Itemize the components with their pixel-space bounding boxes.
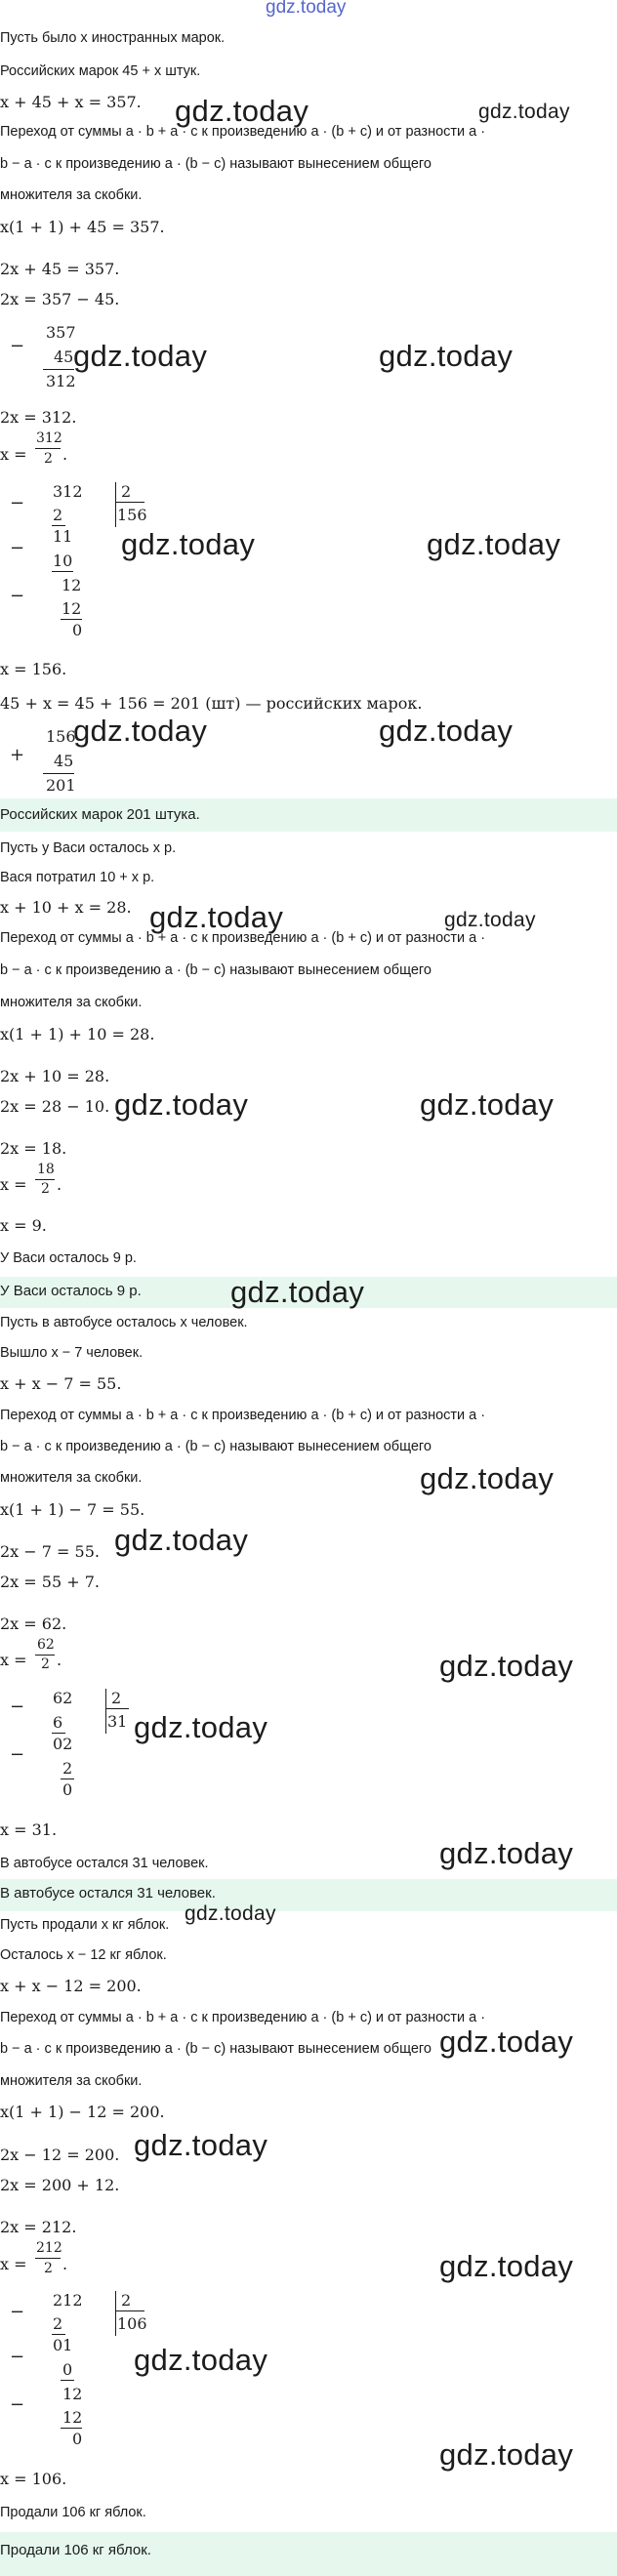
s2-rule-text: Переход от суммы a · b + a · c к произведению a · (b + c) и от разности a · — [0, 930, 486, 946]
watermark: gdz.today — [478, 101, 570, 123]
s3-div-minus: − — [10, 1697, 25, 1717]
watermark: gdz.today — [420, 1087, 555, 1122]
s1-div-line — [52, 571, 73, 572]
s3-div-quot-line — [105, 1708, 129, 1709]
site-header-logo[interactable]: gdz.today — [266, 0, 347, 18]
s4-div-row: 2 — [53, 2314, 63, 2333]
s1-frac-dot: . — [62, 445, 68, 464]
watermark: gdz.today — [230, 1275, 365, 1309]
s3-div-line — [52, 1733, 65, 1734]
s2-equation: 2x = 18. — [0, 1139, 67, 1158]
watermark: gdz.today — [73, 714, 208, 748]
s1-add-result: 201 — [46, 776, 76, 795]
s1-div-row: 12 — [62, 576, 82, 594]
s4-div-divisor: 2 — [121, 2291, 132, 2310]
watermark: gdz.today — [114, 1087, 249, 1122]
watermark: gdz.today — [73, 339, 208, 373]
s1-div-row: 10 — [53, 552, 73, 570]
s3-div-bracket — [105, 1689, 106, 1734]
watermark: gdz.today — [121, 527, 256, 561]
s4-rule-text: множителя за скобки. — [0, 2073, 143, 2089]
s1-equation: 45 + x = 45 + 156 = 201 (шт) — российских марок. — [0, 694, 423, 713]
s4-frac-dot: . — [62, 2255, 68, 2273]
s1-sub-result: 312 — [46, 372, 76, 390]
s2-rule-text: b − a · c к произведению a · (b − c) называют вынесением общего — [0, 962, 432, 978]
watermark: gdz.today — [427, 527, 561, 561]
watermark: gdz.today — [114, 1523, 249, 1557]
s1-div-divisor: 2 — [121, 482, 132, 501]
s3-line: В автобусе остался 31 человек. — [0, 1856, 209, 1871]
watermark: gdz.today — [379, 339, 514, 373]
s3-frac-bar — [35, 1655, 55, 1656]
s4-frac-num: 212 — [36, 2240, 62, 2256]
s4-div-minus: − — [10, 2394, 25, 2415]
s2-rule-text: множителя за скобки. — [0, 995, 143, 1010]
s4-equation: x = 106. — [0, 2470, 67, 2488]
s3-equation: x(1 + 1) − 7 = 55. — [0, 1500, 145, 1519]
s2-equation: x(1 + 1) + 10 = 28. — [0, 1025, 155, 1043]
s1-equation: x(1 + 1) + 45 = 357. — [0, 218, 165, 236]
watermark: gdz.today — [439, 1649, 574, 1683]
s3-equation: 2x = 55 + 7. — [0, 1573, 100, 1591]
s4-line: Пусть продали x кг яблок. — [0, 1917, 170, 1933]
s3-rule-text: Переход от суммы a · b + a · c к произведению a · (b + c) и от разности a · — [0, 1408, 486, 1423]
s1-add-sign: + — [10, 745, 25, 765]
s1-sub-minuend: 357 — [46, 323, 76, 342]
s2-equation: 2x = 28 − 10. — [0, 1097, 110, 1116]
s3-div-row: 0 — [62, 1780, 73, 1799]
s1-equation: x + 45 + x = 357. — [0, 93, 142, 111]
s4-frac-bar — [35, 2258, 61, 2259]
s3-div-divisor: 2 — [111, 1689, 122, 1707]
s2-answer: У Васи осталось 9 р. — [0, 1283, 142, 1299]
s1-div-quotient: 156 — [117, 506, 147, 524]
s3-answer: В автобусе остался 31 человек. — [0, 1885, 216, 1901]
s2-frac-num: 18 — [37, 1162, 55, 1177]
s1-div-quot-line — [115, 502, 144, 503]
watermark: gdz.today — [439, 1836, 574, 1870]
s4-div-minus: − — [10, 2302, 25, 2322]
s3-div-row: 02 — [53, 1735, 73, 1753]
s1-div-row: 312 — [53, 482, 83, 501]
s3-rule-text: b − a · c к произведению a · (b − c) называют вынесением общего — [0, 1439, 432, 1454]
s3-equation: x + x − 7 = 55. — [0, 1374, 122, 1393]
s2-frac-dot: . — [57, 1175, 62, 1194]
s4-div-row: 12 — [62, 2385, 83, 2403]
s1-div-row: 2 — [53, 506, 63, 524]
s4-div-row: 212 — [53, 2291, 83, 2310]
s2-frac-lhs: x = — [0, 1175, 27, 1194]
s4-line: Осталось x − 12 кг яблок. — [0, 1947, 167, 1963]
s1-div-line — [61, 619, 82, 620]
s1-add-line — [43, 773, 74, 774]
s4-div-bracket — [115, 2291, 116, 2336]
s3-div-row: 6 — [53, 1713, 63, 1732]
s2-line: Пусть у Васи осталось x р. — [0, 840, 177, 856]
s1-frac-num: 312 — [36, 430, 62, 446]
s4-frac-lhs: x = — [0, 2255, 27, 2273]
s1-div-minus: − — [10, 493, 25, 513]
watermark: gdz.today — [149, 900, 284, 934]
s1-frac-bar — [35, 448, 61, 449]
s3-div-row: 2 — [62, 1759, 73, 1778]
s4-equation: x(1 + 1) − 12 = 200. — [0, 2103, 165, 2121]
watermark: gdz.today — [439, 2024, 574, 2059]
s2-equation: 2x + 10 = 28. — [0, 1067, 110, 1085]
s1-frac-lhs: x = — [0, 445, 27, 464]
s4-div-minus: − — [10, 2347, 25, 2367]
watermark: gdz.today — [444, 909, 536, 931]
s3-line: Вышло x − 7 человек. — [0, 1345, 144, 1361]
watermark: gdz.today — [379, 714, 514, 748]
s1-line: Российских марок 45 + x штук. — [0, 63, 201, 79]
s3-div-quotient: 31 — [107, 1712, 128, 1731]
s4-equation: 2x = 212. — [0, 2218, 77, 2236]
s1-rule-text: Переход от суммы a · b + a · c к произведению a · (b + c) и от разности a · — [0, 124, 486, 140]
s1-div-minus: − — [10, 538, 25, 558]
s1-add-a: 156 — [46, 727, 76, 746]
s3-equation: x = 31. — [0, 1820, 58, 1839]
s3-line: Пусть в автобусе осталось x человек. — [0, 1315, 248, 1330]
s2-frac-bar — [35, 1179, 55, 1180]
s4-div-line — [52, 2334, 65, 2335]
s4-div-row: 0 — [72, 2430, 83, 2448]
s1-equation: 2x = 312. — [0, 408, 77, 427]
s1-frac-den: 2 — [44, 451, 53, 467]
s4-equation: x + x − 12 = 200. — [0, 1977, 142, 1995]
watermark: gdz.today — [134, 2128, 268, 2162]
s3-equation: 2x − 7 = 55. — [0, 1542, 100, 1561]
s4-line: Продали 106 кг яблок. — [0, 2505, 146, 2520]
s3-frac-dot: . — [57, 1651, 62, 1669]
s4-div-quotient: 106 — [117, 2314, 147, 2333]
s3-rule-text: множителя за скобки. — [0, 1470, 143, 1486]
s2-frac-den: 2 — [41, 1181, 50, 1197]
s1-answer: Российских марок 201 штука. — [0, 806, 200, 823]
s4-frac-den: 2 — [44, 2261, 53, 2276]
s3-frac-num: 62 — [37, 1637, 55, 1653]
s1-sub-line — [43, 369, 74, 370]
s1-div-row: 12 — [62, 599, 82, 618]
watermark: gdz.today — [134, 2343, 268, 2377]
s4-answer: Продали 106 кг яблок. — [0, 2542, 151, 2558]
watermark: gdz.today — [175, 94, 309, 128]
s3-frac-den: 2 — [41, 1656, 50, 1672]
s1-equation: 2x + 45 = 357. — [0, 260, 120, 278]
watermark: gdz.today — [439, 2437, 574, 2472]
watermark: gdz.today — [420, 1461, 555, 1495]
s3-div-minus: − — [10, 1744, 25, 1765]
s4-div-line — [61, 2380, 74, 2381]
s1-rule-text: b − a · c к произведению a · (b − c) называют вынесением общего — [0, 156, 432, 172]
watermark: gdz.today — [134, 1710, 268, 1744]
s4-equation: 2x − 12 = 200. — [0, 2146, 120, 2164]
s1-div-minus: − — [10, 586, 25, 606]
watermark: gdz.today — [185, 1902, 276, 1925]
s4-div-row: 01 — [53, 2336, 73, 2354]
s4-rule-text: b − a · c к произведению a · (b − c) называют вынесением общего — [0, 2041, 432, 2057]
s1-equation: 2x = 357 − 45. — [0, 290, 120, 308]
s1-equation: x = 156. — [0, 660, 67, 678]
s4-equation: 2x = 200 + 12. — [0, 2176, 120, 2194]
s2-equation: x + 10 + x = 28. — [0, 898, 132, 917]
s1-div-bracket — [115, 482, 116, 527]
s4-div-line — [61, 2428, 82, 2429]
s4-rule-text: Переход от суммы a · b + a · c к произведению a · (b + c) и от разности a · — [0, 2010, 486, 2025]
s4-div-row: 0 — [62, 2360, 73, 2379]
s1-rule-text: множителя за скобки. — [0, 187, 143, 203]
watermark: gdz.today — [439, 2249, 574, 2283]
s1-sub-sign: − — [10, 336, 25, 356]
s3-equation: 2x = 62. — [0, 1615, 67, 1633]
s1-div-row: 11 — [53, 527, 73, 546]
s2-equation: x = 9. — [0, 1216, 47, 1235]
s1-div-line — [52, 525, 65, 526]
s4-div-row: 12 — [62, 2408, 83, 2427]
s3-div-row: 62 — [53, 1689, 73, 1707]
s1-line: Пусть было x иностранных марок. — [0, 30, 226, 46]
s2-line: Вася потратил 10 + x р. — [0, 870, 155, 885]
s2-line: У Васи осталось 9 р. — [0, 1250, 137, 1266]
s1-sub-subtrahend: 45 — [54, 348, 74, 366]
s1-div-row: 0 — [72, 621, 83, 639]
s3-frac-lhs: x = — [0, 1651, 27, 1669]
s4-div-quot-line — [115, 2310, 144, 2311]
s1-add-b: 45 — [54, 752, 74, 770]
